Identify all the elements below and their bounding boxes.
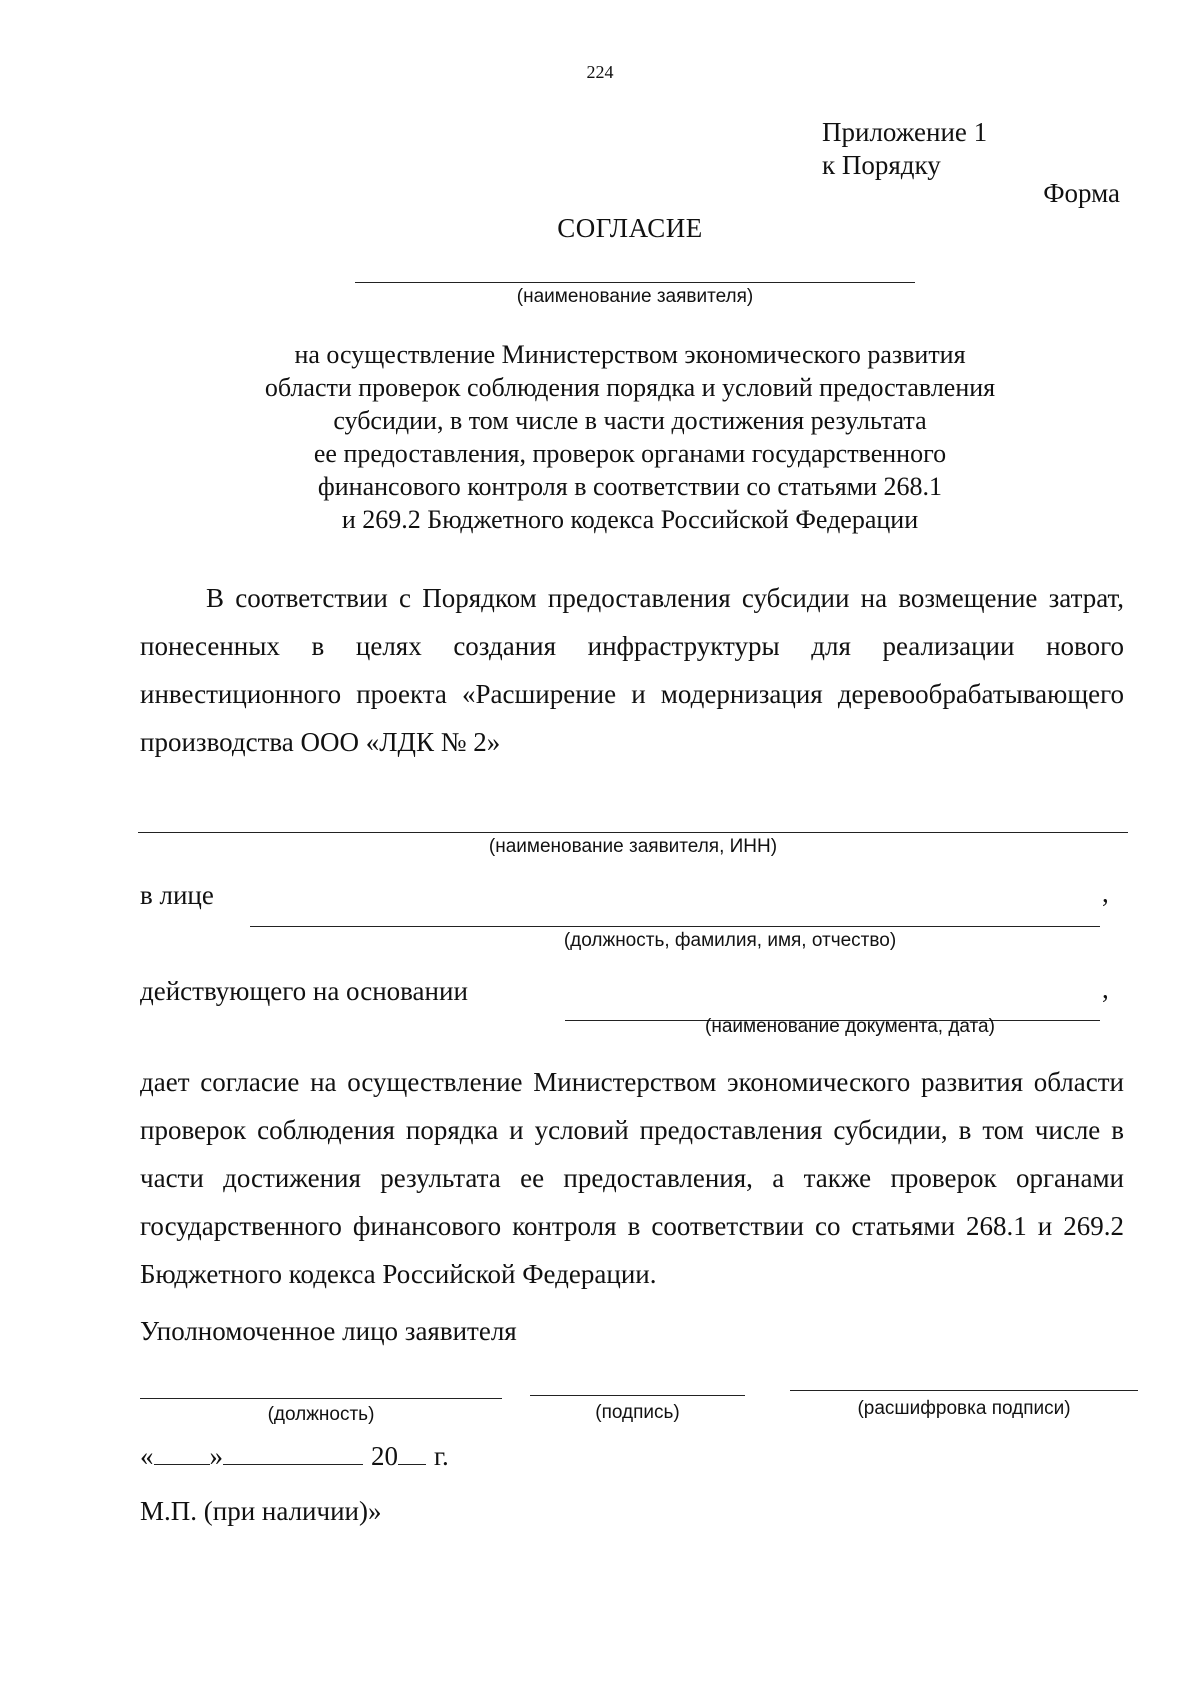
subject-line-4: ее предоставления, проверок органами государственного (313, 439, 947, 468)
position-caption: (должность) (267, 1404, 375, 1425)
date-year-suffix: г. (434, 1441, 449, 1471)
signature-line[interactable] (530, 1395, 745, 1396)
form-label: Форма (1043, 178, 1120, 208)
decoding-caption: (расшифровка подписи) (857, 1398, 1071, 1419)
applicant-inn-caption: (наименование заявителя, ИНН) (488, 836, 778, 857)
applicant-name-line[interactable] (355, 282, 915, 283)
date-year-blank[interactable] (398, 1442, 426, 1465)
intro-paragraph: В соответствии с Порядком предоставления субсидии на возмещение затрат, понесенных в целях создания инфраструктуры для реализации нового инвестиционного проекта «Расширение и модернизация деревообрабатывающего производства ООО «ЛДК № 2» (140, 583, 1124, 757)
subject-line-6: и 269.2 Бюджетного кодекса Российской Федерации (341, 505, 919, 534)
appendix-header (822, 116, 987, 182)
document-date-caption: (наименование документа, дата) (705, 1016, 995, 1037)
subject-line-1: на осуществление Министерством экономического развития (294, 340, 966, 369)
date-row (140, 1441, 449, 1472)
date-month-blank[interactable] (223, 1442, 363, 1465)
authorized-person-label: Уполномоченное лицо заявителя (140, 1316, 517, 1346)
appendix-line-2: к Порядку (822, 150, 941, 180)
applicant-inn-line[interactable] (138, 832, 1128, 833)
subject-line-2: области проверок соблюдения порядка и условий предоставления (264, 373, 996, 402)
signature-caption: (подпись) (595, 1402, 680, 1423)
subject-line-3: субсидии, в том числе в части достижения результата (333, 406, 927, 435)
in-person-comma: , (1102, 878, 1109, 908)
date-open-quote: « (140, 1441, 154, 1471)
applicant-caption: (наименование заявителя) (516, 286, 754, 307)
position-name-caption: (должность, фамилия, имя, отчество) (563, 930, 897, 951)
page-number: 224 (586, 62, 614, 82)
position-signature-line[interactable] (140, 1398, 502, 1399)
document-title: СОГЛАСИЕ (557, 213, 703, 243)
consent-paragraph: дает согласие на осуществление Министерством экономического развития области проверок соблюдения порядка и условий предоставления субсидии, в том числе в части достижения результата ее предоставления, а также проверок органами государственного финансового контроля в соответствии со статьями 268.1 и 269.2 Бюджетного кодекса Российской Федерации. (140, 1067, 1124, 1289)
stamp-note: М.П. (при наличии)» (140, 1496, 382, 1526)
date-year-prefix: 20 (371, 1441, 398, 1471)
date-close-quote: » (209, 1441, 223, 1471)
acting-basis-label: действующего на основании (140, 976, 468, 1006)
acting-basis-comma: , (1102, 974, 1109, 1004)
position-name-line[interactable] (250, 926, 1100, 927)
signature-decoding-line[interactable] (790, 1390, 1138, 1391)
appendix-line-1: Приложение 1 (822, 117, 988, 147)
in-person-label: в лице (140, 880, 214, 910)
date-day-blank[interactable] (154, 1442, 210, 1465)
subject-line-5: финансового контроля в соответствии со статьями 268.1 (317, 472, 943, 501)
consent-subject (180, 338, 1080, 536)
